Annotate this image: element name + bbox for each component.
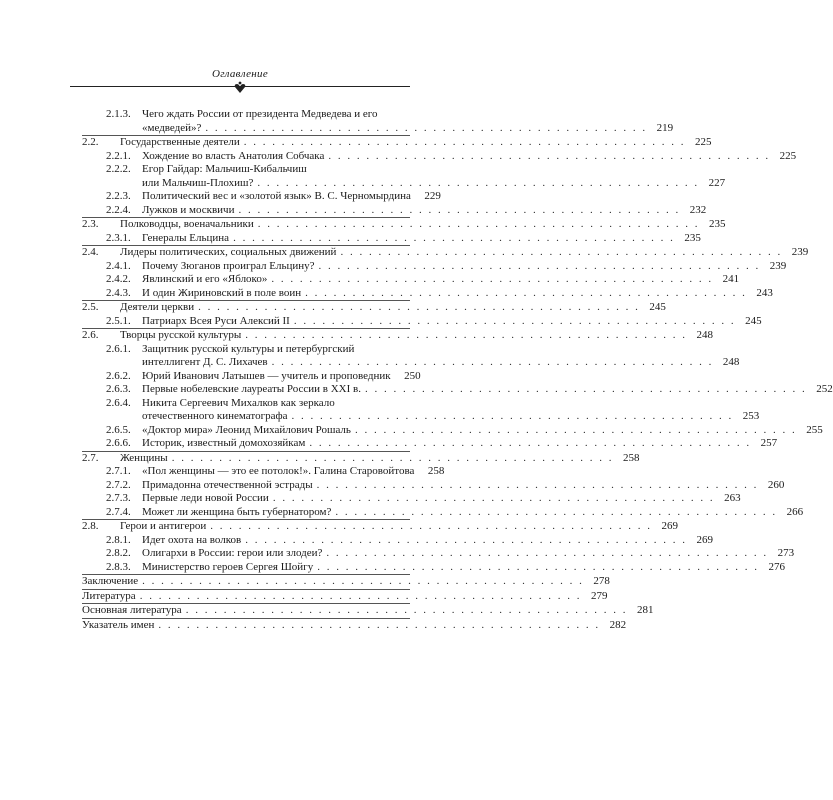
toc-entry-title: Основная литература xyxy=(82,604,182,616)
dot-leader: . . . . . . . . . . . . . . . . . . . . . . . . . . . . . . . . . . . . . . . . . . . . . . . xyxy=(245,329,687,341)
dot-leader: . . . . . . . . . . . . . . . . . . . . . . . . . . . . . . . . . . . . . . . . . . . . . . . xyxy=(316,478,759,491)
toc-entry[interactable] xyxy=(82,451,640,466)
toc-entry-number: 2.8.1. xyxy=(106,533,131,546)
toc-entry-page: 229 xyxy=(424,190,441,202)
toc-entry-number: 2.4.2. xyxy=(106,273,131,285)
toc-entry[interactable] xyxy=(82,149,797,164)
toc-entry[interactable] xyxy=(82,286,773,301)
dot-leader: . . . . . . . . . . . . . . . . . . . . . . . . . . . . . . . . . . . . . . . . . . . . . . . xyxy=(205,121,648,134)
toc-entry-page: 253 xyxy=(742,410,760,422)
running-header xyxy=(70,68,410,80)
dot-leader: . . . . . . . . . . . . . . . . . . . . . . . . . . . . . . . . . . . . . . . . . . . . . . . xyxy=(305,286,747,299)
toc-entry-title: Первые нобелевские лауреаты России в XXI в. xyxy=(142,383,361,395)
toc-entry[interactable] xyxy=(82,190,441,204)
toc-entry[interactable] xyxy=(82,246,809,260)
dot-leader: . . . . . . . . . . . . . . . . . . . . . . . . . . . . . . . . . . . . . . . . . . . . . . . xyxy=(171,451,614,464)
toc-entry[interactable] xyxy=(82,560,785,575)
dot-leader: . . . . . . . . . . . . . . . . . . . . . . . . . . . . . . . . . . . . . . . . . . . . . . . xyxy=(142,575,584,587)
toc-entry-page: 245 xyxy=(745,314,762,327)
toc-entry-number: 2.2.2. xyxy=(106,163,131,175)
toc-entry-page: 281 xyxy=(636,604,654,616)
toc-entry[interactable] xyxy=(82,618,627,633)
toc-entry-title: отечественного кинематографа xyxy=(142,410,288,422)
toc-entry-page: 258 xyxy=(427,465,445,477)
toc-entry[interactable] xyxy=(82,478,785,493)
toc-entry[interactable] xyxy=(82,492,741,506)
toc-entry[interactable] xyxy=(82,575,610,589)
toc-entry-page: 232 xyxy=(689,203,707,216)
toc-entry[interactable] xyxy=(82,465,445,479)
toc-entry-title: Первые леди новой России xyxy=(142,492,269,504)
toc-entry-number: 2.5. xyxy=(82,301,99,313)
toc-entry-number: 2.2. xyxy=(82,136,99,148)
toc-entry-number: 2.6.5. xyxy=(106,423,131,436)
toc-entry-page: 239 xyxy=(791,246,809,258)
toc-entry-title: Примадонна отечественной эстрады xyxy=(142,478,313,491)
ornament-icon xyxy=(231,80,249,94)
toc-entry[interactable] xyxy=(82,547,795,561)
toc-entry[interactable] xyxy=(82,218,726,232)
toc-entry[interactable] xyxy=(82,369,421,384)
toc-entry-title: Политический вес и «золотой язык» В. С. Черномырдина xyxy=(142,190,411,202)
toc-entry-page: 235 xyxy=(709,218,726,230)
dot-leader: . . . . . . . . . . . . . . . . . . . . . . . . . . . . . . . . . . . . . . . . . . . . . . . xyxy=(271,356,714,368)
toc-entry-page: 248 xyxy=(722,356,740,368)
dot-leader: . . . . . . . . . . . . . . . . . . . . . . . . . . . . . . . . . . . . . . . . . . . . . . . xyxy=(257,218,700,230)
dot-leader: . . . . . . . . . . . . . . . . . . . . . . . . . . . . . . . . . . . . . . . . . . . . . . . xyxy=(271,273,714,285)
toc-entry-title: Герои и антигерои xyxy=(120,520,207,532)
toc-entry-title: Генералы Ельцина xyxy=(142,231,230,244)
toc-entry-number: 2.6. xyxy=(82,329,99,341)
toc-entry-page: 255 xyxy=(806,423,823,436)
toc-entry[interactable] xyxy=(82,520,679,534)
toc-entry-title: или Мальчиш-Плохиш? xyxy=(142,176,254,189)
toc-entry-title: Хождение во власть Анатолия Собчака xyxy=(142,149,325,162)
toc-entry-number: 2.7.4. xyxy=(106,505,131,518)
toc-entry-title: Министерство героев Сергея Шойгу xyxy=(142,560,314,573)
dot-leader: . . . . . . . . . . . . . . . . . . . . . . . . . . . . . . . . . . . . . . . . . . . . . . . xyxy=(318,259,761,272)
toc-entry-page: 282 xyxy=(609,618,627,631)
toc-entry-number: 2.6.1. xyxy=(106,342,131,355)
toc-entry[interactable] xyxy=(82,108,674,135)
toc-entry-title: Историк, известный домохозяйкам xyxy=(142,437,306,449)
toc-entry[interactable] xyxy=(82,437,778,451)
toc-entry[interactable] xyxy=(82,342,740,370)
toc-entry-page: 239 xyxy=(769,259,787,272)
dot-leader: . . . . . . . . . . . . . . . . . . . . . . . . . . . . . . . . . . . . . . . . . . . . . . . xyxy=(245,533,687,546)
toc-entry-title-line: Егор Гайдар: Мальчиш-Кибальчиш xyxy=(142,163,307,175)
toc-entry-title: Почему Зюганов проиграл Ельцину? xyxy=(142,259,315,272)
dot-leader: . . . . . . . . . . . . . . . . . . . . . . . . . . . . . . . . . . . . . . . . . . . . . . . xyxy=(233,231,675,244)
toc-entry-page: 225 xyxy=(695,136,712,148)
toc-entry-title-line: Никита Сергеевич Михалков как зеркало xyxy=(142,396,335,409)
toc-entry[interactable] xyxy=(82,301,666,315)
toc-entry[interactable] xyxy=(82,329,713,343)
toc-entry-page: 245 xyxy=(649,301,666,313)
toc-entry-title: Лужков и москвичи xyxy=(142,203,235,216)
toc-entry[interactable] xyxy=(82,163,726,190)
dot-leader: . . . . . . . . . . . . . . . . . . . . . . . . . . . . . . . . . . . . . . . . . . . . . . . xyxy=(328,149,771,162)
toc-entry[interactable] xyxy=(82,533,713,548)
toc-entry-page: 252 xyxy=(816,383,833,395)
toc-entry-page: 227 xyxy=(708,176,726,189)
toc-entry-title: интеллигент Д. С. Лихачев xyxy=(142,356,268,368)
toc-entry[interactable] xyxy=(82,231,701,246)
toc-entry-page: 219 xyxy=(656,121,674,134)
toc-entry-title-line: Защитник русской культуры и петербургский xyxy=(142,342,355,355)
dot-leader: . . . . . . . . . . . . . . . . . . . . . . . . . . . . . . . . . . . . . . . . . . . . . . . xyxy=(354,423,797,436)
toc-entry[interactable] xyxy=(82,273,740,287)
toc-entry-number: 2.4.3. xyxy=(106,286,131,299)
toc-entry-title: Государственные деятели xyxy=(120,136,240,148)
toc-entry-page: 279 xyxy=(590,589,608,602)
toc-entry-page: 241 xyxy=(722,273,740,285)
toc-entry-number: 2.7.3. xyxy=(106,492,131,504)
toc-entry-title: Указатель имен xyxy=(82,618,155,631)
toc-entry-number: 2.1.3. xyxy=(106,108,131,120)
toc-entry-number: 2.8. xyxy=(82,520,99,532)
dot-leader: . . . . . . . . . . . . . . . . . . . . . . . . . . . . . . . . . . . . . . . . . . . . . . . xyxy=(291,410,734,422)
toc-entry-number: 2.5.1. xyxy=(106,314,131,327)
dot-leader: . . . . . . . . . . . . . . . . . . . . . . . . . . . . . . . . . . . . . . . . . . . . . . . xyxy=(335,505,778,518)
toc-entry-number: 2.4.1. xyxy=(106,259,131,272)
dot-leader: . . . . . . . . . . . . . . . . . . . . . . . . . . . . . . . . . . . . . . . . . . . . . . . xyxy=(293,314,736,327)
toc-entry-number: 2.6.6. xyxy=(106,437,131,449)
toc-entry-number: 2.7.1. xyxy=(106,465,131,477)
toc-entry-title: Юрий Иванович Латышев — учитель и проповедник xyxy=(142,369,391,382)
toc-entry-number: 2.2.4. xyxy=(106,203,131,216)
toc-entry-title: «медведей»? xyxy=(142,121,202,134)
toc-entry-number: 2.4. xyxy=(82,246,99,258)
toc-entry-number: 2.3. xyxy=(82,218,99,230)
toc-entry-number: 2.6.2. xyxy=(106,369,131,382)
dot-leader: . . . . . . . . . . . . . . . . . . . . . . . . . . . . . . . . . . . . . . . . . . . . . . . xyxy=(185,604,628,616)
toc-entry-number: 2.6.4. xyxy=(106,396,131,409)
toc-entry-page: 266 xyxy=(786,505,804,518)
toc-entry-number: 2.3.1. xyxy=(106,231,131,244)
toc-entry-page: 225 xyxy=(779,149,797,162)
toc-entry-page: 258 xyxy=(622,451,640,464)
toc-entry[interactable] xyxy=(82,396,760,424)
toc-entry[interactable] xyxy=(82,383,833,397)
dot-leader: . . . . . . . . . . . . . . . . . . . . . . . . . . . . . . . . . . . . . . . . . . . . . . . xyxy=(139,589,582,602)
toc-entry-title: «Доктор мира» Леонид Михайлович Рошаль xyxy=(142,423,351,436)
toc-entry[interactable] xyxy=(82,136,712,150)
toc-entry-title: Идет охота на волков xyxy=(142,533,242,546)
toc-entry[interactable] xyxy=(82,423,823,438)
toc-entry-number: 2.7.2. xyxy=(106,478,131,491)
dot-leader: . . . . . . . . . . . . . . . . . . . . . . . . . . . . . . . . . . . . . . . . . . . . . . . xyxy=(158,618,601,631)
toc-entry-title: Женщины xyxy=(120,451,168,464)
toc-entry-page: 269 xyxy=(661,520,679,532)
toc-entry-title: «Пол женщины — это ее потолок!». Галина Старовойтова xyxy=(142,465,415,477)
toc-entry[interactable] xyxy=(82,604,654,618)
toc-entry-number: 2.2.3. xyxy=(106,190,131,202)
toc-entry-page: 248 xyxy=(696,329,713,341)
toc-entry-title: Лидеры политических, социальных движений xyxy=(120,246,337,258)
toc-entry-page: 243 xyxy=(756,286,773,299)
header-title: Оглавление xyxy=(211,68,269,80)
dot-leader: . . . . . . . . . . . . . . . . . . . . . . . . . . . . . . . . . . . . . . . . . . . . . . . xyxy=(210,520,653,532)
toc-entry-number: 2.8.3. xyxy=(106,560,131,573)
toc-entry[interactable] xyxy=(82,589,608,604)
toc-entry-page: 269 xyxy=(696,533,713,546)
toc-entry-title: Полководцы, военачальники xyxy=(120,218,254,230)
dot-leader: . . . . . . . . . . . . . . . . . . . . . . . . . . . . . . . . . . . . . . . . . . . . . . . xyxy=(364,383,807,395)
toc-entry-title: Патриарх Всея Руси Алексий II xyxy=(142,314,290,327)
toc-entry-number: 2.6.3. xyxy=(106,383,131,395)
toc-entry[interactable] xyxy=(82,203,707,218)
toc-entry-page: 263 xyxy=(724,492,741,504)
dot-leader: . . . . . . . . . . . . . . . . . . . . . . . . . . . . . . . . . . . . . . . . . . . . . . . xyxy=(238,203,681,216)
dot-leader: . . . . . . . . . . . . . . . . . . . . . . . . . . . . . . . . . . . . . . . . . . . . . . . xyxy=(272,492,715,504)
toc-entry-title: Литература xyxy=(82,589,136,602)
toc-entry-number: 2.8.2. xyxy=(106,547,131,559)
toc-entry-page: 273 xyxy=(777,547,795,559)
dot-leader: . . . . . . . . . . . . . . . . . . . . . . . . . . . . . . . . . . . . . . . . . . . . . . . xyxy=(309,437,752,449)
toc-entry-page: 260 xyxy=(767,478,785,491)
dot-leader: . . . . . . . . . . . . . . . . . . . . . . . . . . . . . . . . . . . . . . . . . . . . . . . xyxy=(340,246,783,258)
toc-entry-title: И один Жириновский в поле воин xyxy=(142,286,302,299)
table-of-contents xyxy=(82,108,833,632)
toc-entry-title-line: Чего ждать России от президента Медведева и его xyxy=(142,108,378,120)
toc-entry-title: Может ли женщина быть губернатором? xyxy=(142,505,332,518)
toc-entry-page: 276 xyxy=(768,560,785,573)
toc-entry-page: 257 xyxy=(760,437,778,449)
toc-entry-title: Деятели церкви xyxy=(120,301,195,313)
dot-leader: . . . . . . . . . . . . . . . . . . . . . . . . . . . . . . . . . . . . . . . . . . . . . . . xyxy=(257,176,700,189)
toc-entry-title: Олигархи в России: герои или злодеи? xyxy=(142,547,323,559)
toc-entry-title: Заключение xyxy=(82,575,139,587)
toc-entry-title: Явлинский и его «Яблоко» xyxy=(142,273,268,285)
toc-entry-page: 235 xyxy=(684,231,701,244)
toc-entry-page: 250 xyxy=(404,369,421,382)
toc-entry-number: 2.7. xyxy=(82,451,99,464)
dot-leader: . . . . . . . . . . . . . . . . . . . . . . . . . . . . . . . . . . . . . . . . . . . . . . . xyxy=(198,301,640,313)
toc-entry[interactable] xyxy=(82,505,804,520)
dot-leader: . . . . . . . . . . . . . . . . . . . . . . . . . . . . . . . . . . . . . . . . . . . . . . . xyxy=(317,560,759,573)
toc-entry-number: 2.2.1. xyxy=(106,149,131,162)
dot-leader: . . . . . . . . . . . . . . . . . . . . . . . . . . . . . . . . . . . . . . . . . . . . . . . xyxy=(326,547,769,559)
toc-entry[interactable] xyxy=(82,259,787,274)
dot-leader: . . . . . . . . . . . . . . . . . . . . . . . . . . . . . . . . . . . . . . . . . . . . . . . xyxy=(243,136,686,148)
toc-entry-title: Творцы русской культуры xyxy=(120,329,242,341)
toc-entry[interactable] xyxy=(82,314,762,329)
toc-entry-page: 278 xyxy=(593,575,610,587)
